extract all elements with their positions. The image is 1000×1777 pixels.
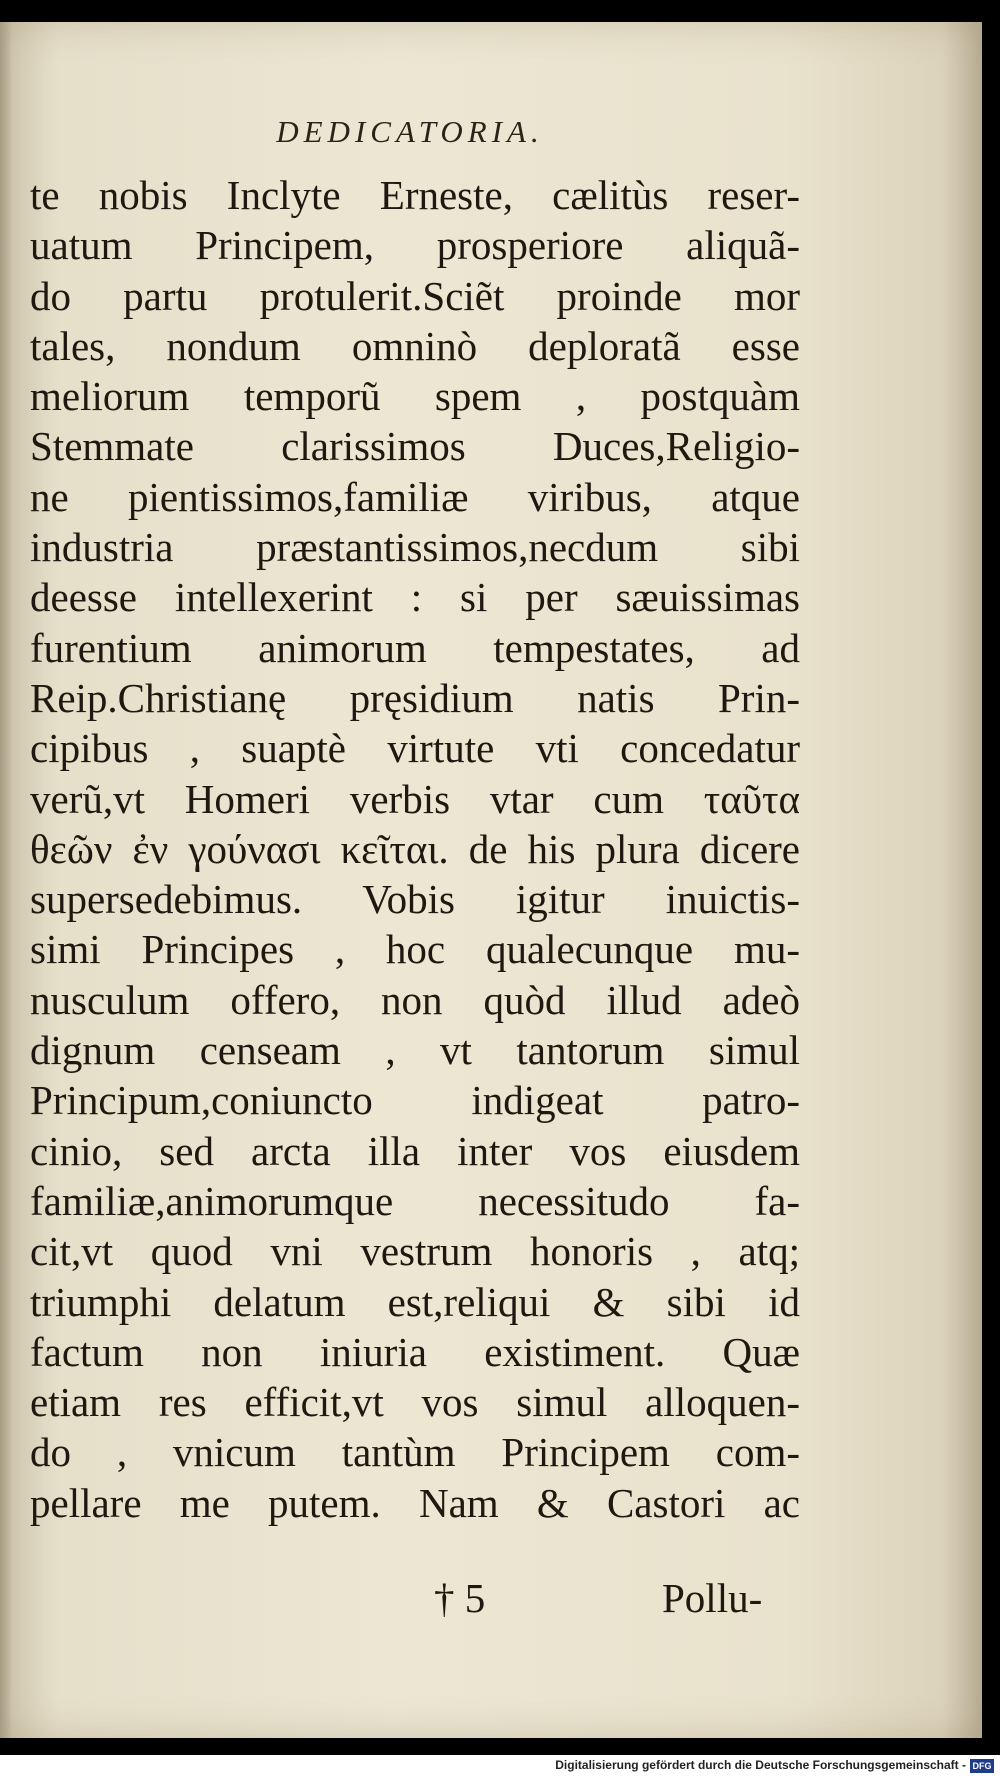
text-line: etiam res efficit,vt vos simul alloquen- <box>30 1379 800 1426</box>
page-gutter-shadow <box>0 22 12 1738</box>
text-line: familiæ,animorumque necessitudo fa- <box>30 1177 800 1224</box>
text-line: Principum,coniuncto indigeat patro- <box>30 1077 800 1124</box>
text-line: tales, nondum omninò deploratã esse <box>30 322 800 369</box>
text-line: meliorum temporũ spem , postquàm <box>30 373 800 420</box>
catchword: Pollu- <box>662 1575 763 1621</box>
page-footer <box>90 1574 790 1624</box>
text-line: industria præstantissimos,necdum sibi <box>30 524 800 571</box>
text-line: verũ,vt Homeri verbis vtar cum ταῦτα <box>30 775 800 822</box>
body-text <box>30 170 800 1528</box>
text-line: do , vnicum tantùm Principem com- <box>30 1429 800 1476</box>
digitization-credit: Digitalisierung gefördert durch die Deutsche Forschungsgemeinschaft - <box>555 1758 966 1772</box>
text-line: θεῶν ἐν γούνασι κεῖται. de his plura dicere <box>30 825 800 872</box>
text-line: uatum Principem, prosperiore aliquã- <box>30 222 800 269</box>
text-line: cit,vt quod vni vestrum honoris , atq; <box>30 1228 800 1275</box>
text-line: do partu protulerit.Sciẽt proinde mor <box>30 272 800 319</box>
text-line: furentium animorum tempestates, ad <box>30 624 800 671</box>
text-line: pellare me putem. Nam & Castori ac <box>30 1479 800 1526</box>
book-page <box>0 22 982 1738</box>
text-line: te nobis Inclyte Erneste, cælitùs reser- <box>30 172 800 218</box>
text-line: cipibus , suaptè virtute vti concedatur <box>30 725 800 772</box>
dfg-logo-icon: DFG <box>970 1759 994 1773</box>
text-line: ne pientissimos,familiæ viribus, atque <box>30 473 800 520</box>
text-line: triumphi delatum est,reliqui & sibi id <box>30 1278 800 1325</box>
text-line: cinio, sed arcta illa inter vos eiusdem <box>30 1127 800 1174</box>
text-line: dignum censeam , vt tantorum simul <box>30 1027 800 1074</box>
running-head: DEDICATORIA. <box>276 114 544 149</box>
text-line: Reip.Christianę pręsidium natis Prin- <box>30 674 800 721</box>
text-line: deesse intellexerint : si per sæuissimas <box>30 574 800 621</box>
text-line: factum non iniuria existiment. Quæ <box>30 1328 800 1375</box>
text-line: Stemmate clarissimos Duces,Religio- <box>30 423 800 470</box>
text-line: supersedebimus. Vobis igitur inuictis- <box>30 876 800 923</box>
text-line: simi Principes , hoc qualecunque mu- <box>30 926 800 973</box>
signature-mark: † 5 <box>434 1575 486 1621</box>
text-line: nusculum offero, non quòd illud adeò <box>30 976 800 1023</box>
digitization-credit-bar <box>0 1755 1000 1777</box>
